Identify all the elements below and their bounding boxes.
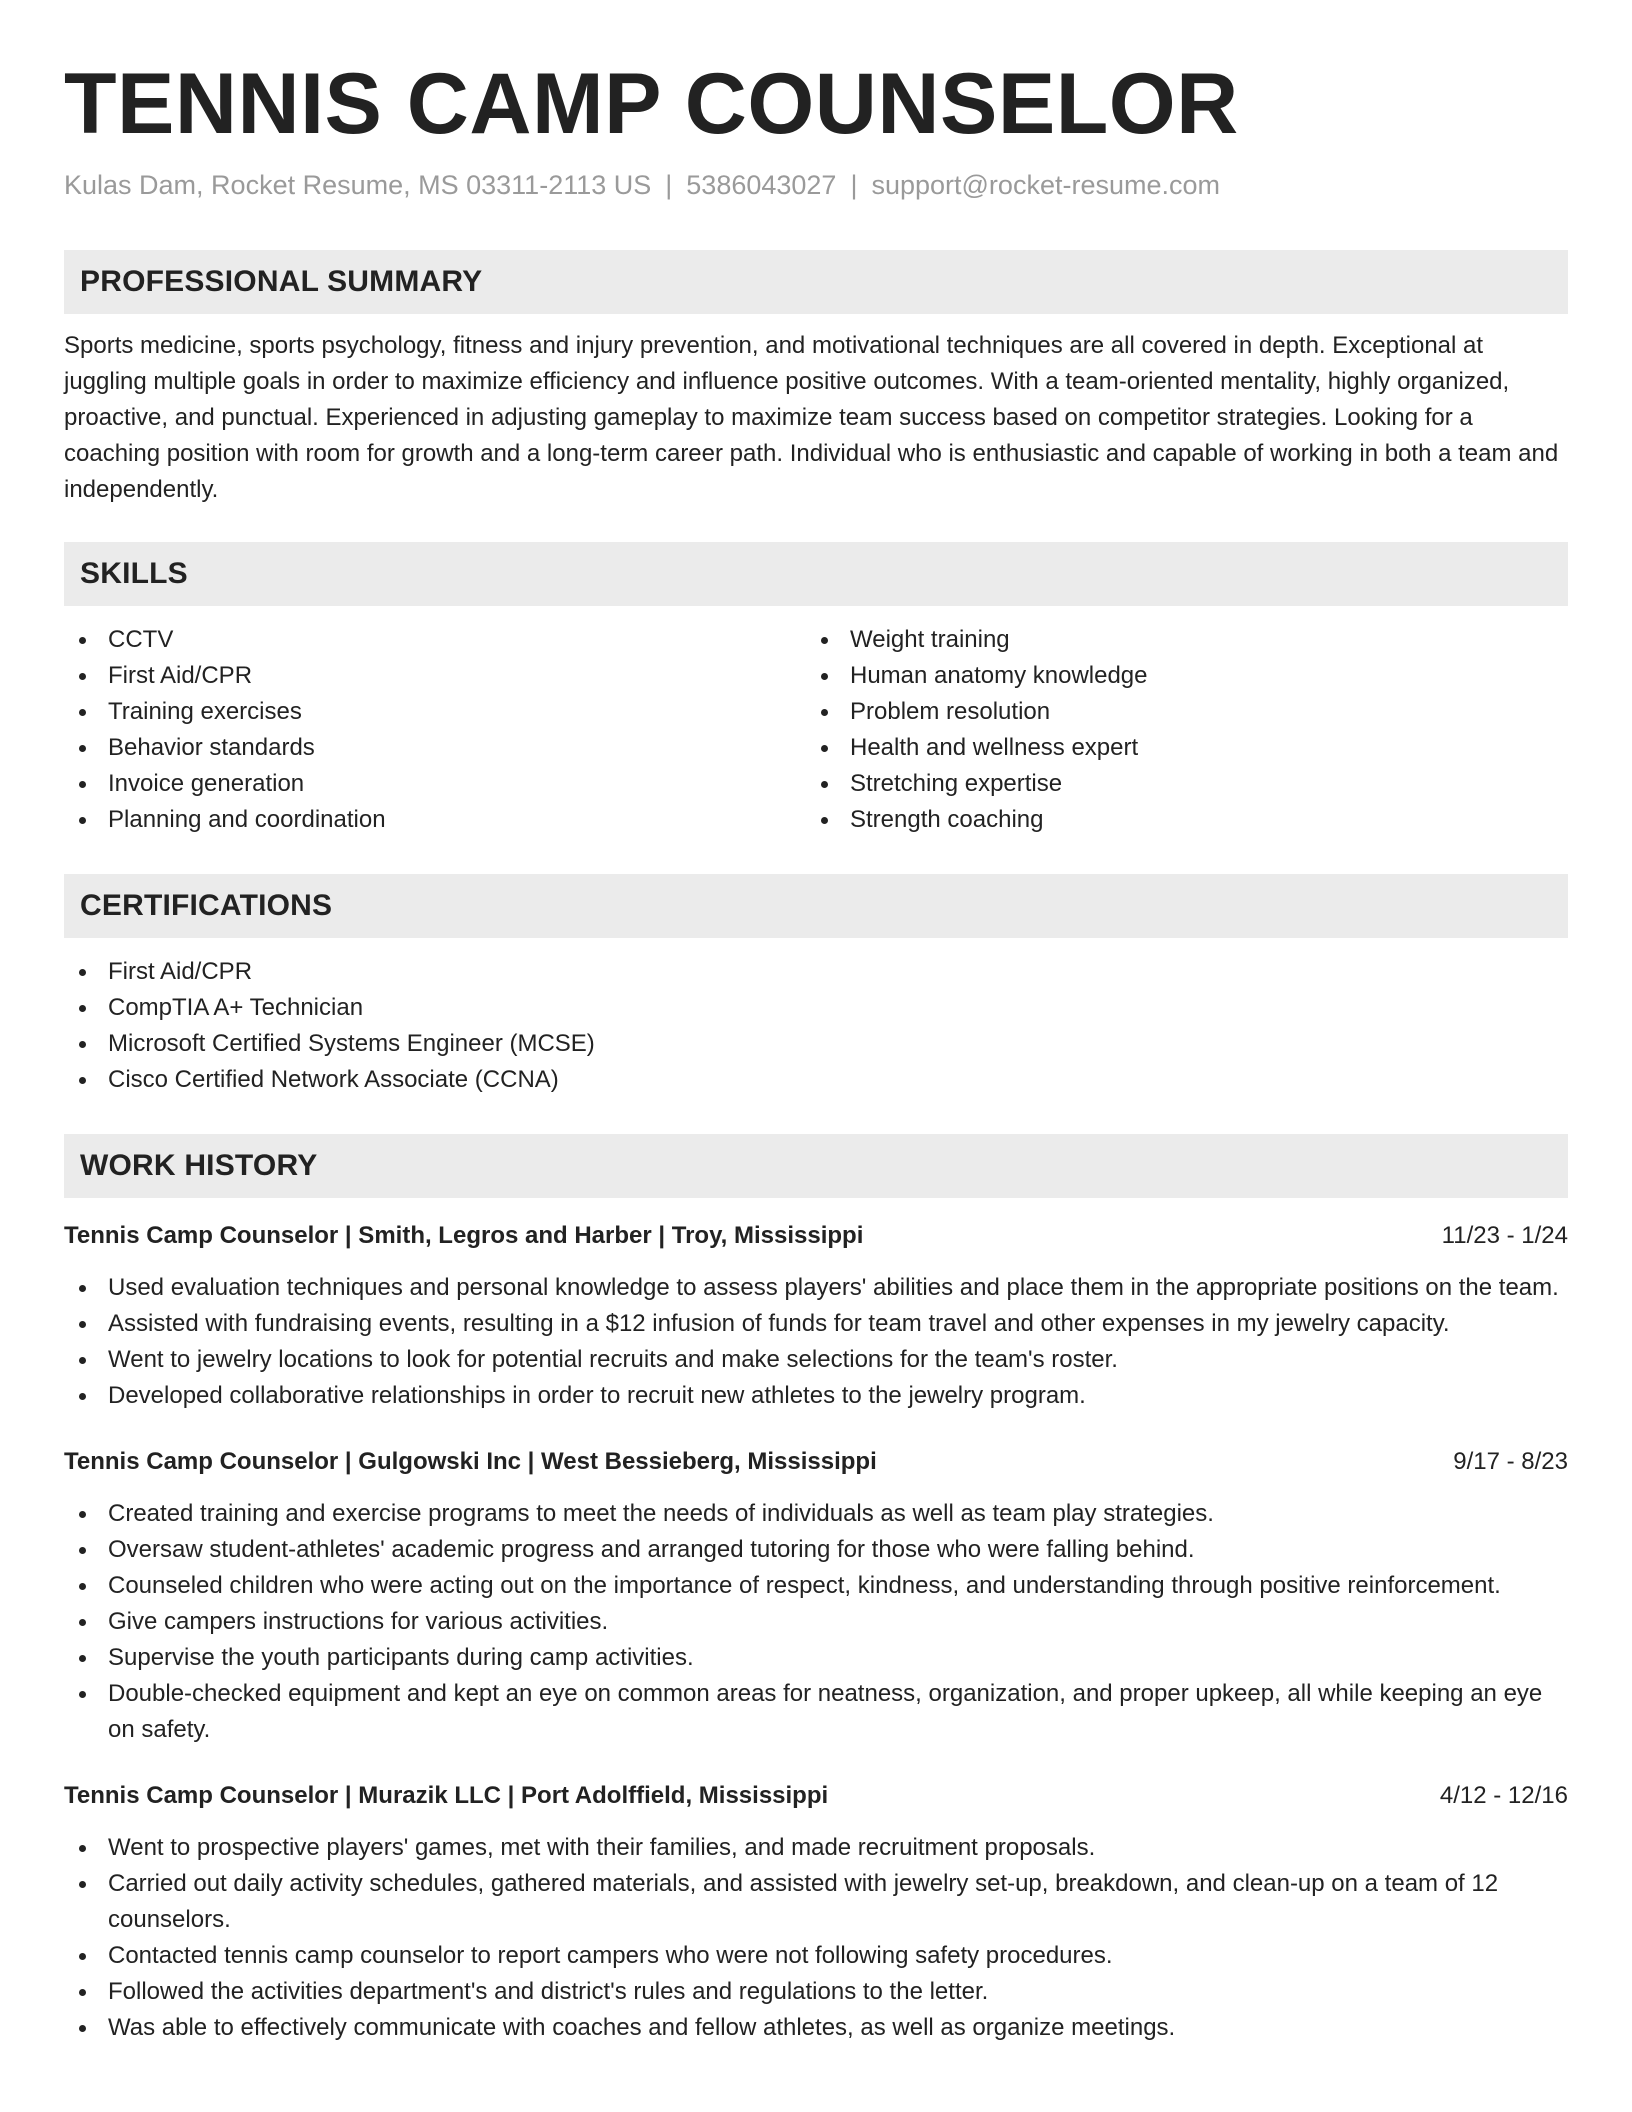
job-bullets — [64, 1496, 1568, 1748]
skill-item: Health and wellness expert — [806, 730, 1548, 766]
job-entry — [64, 1218, 1568, 1414]
skills-list-right — [806, 622, 1548, 838]
job-bullet: Assisted with fundraising events, resulting in a $12 infusion of funds for team travel and other expenses in my jewelry capacity. — [64, 1306, 1568, 1342]
contact-phone: 5386043027 — [686, 170, 837, 200]
certification-item: Microsoft Certified Systems Engineer (MCSE) — [64, 1026, 1568, 1062]
summary-text: Sports medicine, sports psychology, fitness and injury prevention, and motivational techniques are all covered in depth. Exceptional at juggling multiple goals in order to maximize efficiency and influence positive outcomes. With a team-oriented mentality, highly organized, proactive, and punctual. Experienced in adjusting gameplay to maximize team success based on competitor strategies. Looking for a coaching position with room for growth and a long-term career path. Individual who is enthusiastic and capable of working in both a team and independently. — [64, 332, 1559, 503]
job-bullet: Counseled children who were acting out on the importance of respect, kindness, and understanding through positive reinforcement. — [64, 1568, 1568, 1604]
job-bullet: Give campers instructions for various activities. — [64, 1604, 1568, 1640]
skill-item: First Aid/CPR — [64, 658, 806, 694]
skill-item: Stretching expertise — [806, 766, 1548, 802]
job-bullet: Oversaw student-athletes' academic progress and arranged tutoring for those who were falling behind. — [64, 1532, 1568, 1568]
skill-item: Planning and coordination — [64, 802, 806, 838]
section-header-summary: PROFESSIONAL SUMMARY — [64, 250, 1568, 314]
job-header — [64, 1218, 1568, 1254]
skill-item: Human anatomy knowledge — [806, 658, 1548, 694]
job-bullet: Double-checked equipment and kept an eye on common areas for neatness, organization, and proper upkeep, all while keeping an eye on safety. — [64, 1676, 1568, 1748]
job-title: Tennis Camp Counselor | Gulgowski Inc | West Bessieberg, Mississippi — [64, 1448, 877, 1475]
skills-list-left — [64, 622, 806, 838]
section-header-work-history: WORK HISTORY — [64, 1134, 1568, 1198]
contact-email: support@rocket-resume.com — [871, 170, 1220, 200]
job-entry — [64, 1444, 1568, 1748]
contact-address: Kulas Dam, Rocket Resume, MS 03311-2113 US — [64, 170, 652, 200]
skill-item: Training exercises — [64, 694, 806, 730]
certification-item: CompTIA A+ Technician — [64, 990, 1568, 1026]
job-bullet: Was able to effectively communicate with coaches and fellow athletes, as well as organize meetings. — [64, 2010, 1568, 2046]
contact-line — [64, 166, 1568, 204]
skill-item: Strength coaching — [806, 802, 1548, 838]
job-entry — [64, 1778, 1568, 2046]
job-bullets — [64, 1830, 1568, 2046]
job-bullet: Created training and exercise programs to meet the needs of individuals as well as team play strategies. — [64, 1496, 1568, 1532]
job-bullet: Supervise the youth participants during camp activities. — [64, 1640, 1568, 1676]
section-header-skills: SKILLS — [64, 542, 1568, 606]
job-bullet: Used evaluation techniques and personal knowledge to assess players' abilities and place them in the appropriate positions on the team. — [64, 1270, 1568, 1306]
job-title: Tennis Camp Counselor | Smith, Legros and Harber | Troy, Mississippi — [64, 1222, 864, 1249]
job-bullet: Went to prospective players' games, met with their families, and made recruitment proposals. — [64, 1830, 1568, 1866]
skill-item: Problem resolution — [806, 694, 1548, 730]
job-dates: 9/17 - 8/23 — [1453, 1448, 1568, 1475]
job-bullets — [64, 1270, 1568, 1414]
contact-separator: | — [850, 170, 858, 200]
certification-item: First Aid/CPR — [64, 954, 1568, 990]
contact-separator: | — [665, 170, 673, 200]
job-bullet: Developed collaborative relationships in order to recruit new athletes to the jewelry program. — [64, 1378, 1568, 1414]
job-bullet: Followed the activities department's and district's rules and regulations to the letter. — [64, 1974, 1568, 2010]
job-title: Tennis Camp Counselor | Murazik LLC | Port Adolffield, Mississippi — [64, 1782, 829, 1809]
job-header — [64, 1778, 1568, 1814]
skill-item: Weight training — [806, 622, 1548, 658]
section-header-certifications: CERTIFICATIONS — [64, 874, 1568, 938]
certification-item: Cisco Certified Network Associate (CCNA) — [64, 1062, 1568, 1098]
job-bullet: Went to jewelry locations to look for potential recruits and make selections for the team's roster. — [64, 1342, 1568, 1378]
job-dates: 4/12 - 12/16 — [1439, 1782, 1568, 1809]
skill-item: CCTV — [64, 622, 806, 658]
job-bullet: Contacted tennis camp counselor to report campers who were not following safety procedures. — [64, 1938, 1568, 1974]
job-dates: 11/23 - 1/24 — [1441, 1222, 1568, 1249]
skill-item: Behavior standards — [64, 730, 806, 766]
candidate-name: TENNIS CAMP COUNSELOR — [64, 56, 1239, 152]
certifications-list — [64, 954, 1568, 1098]
skills-grid — [64, 622, 1568, 838]
skill-item: Invoice generation — [64, 766, 806, 802]
job-header — [64, 1444, 1568, 1480]
job-bullet: Carried out daily activity schedules, gathered materials, and assisted with jewelry set-up, breakdown, and clean-up on a team of 12 counselors. — [64, 1866, 1568, 1938]
